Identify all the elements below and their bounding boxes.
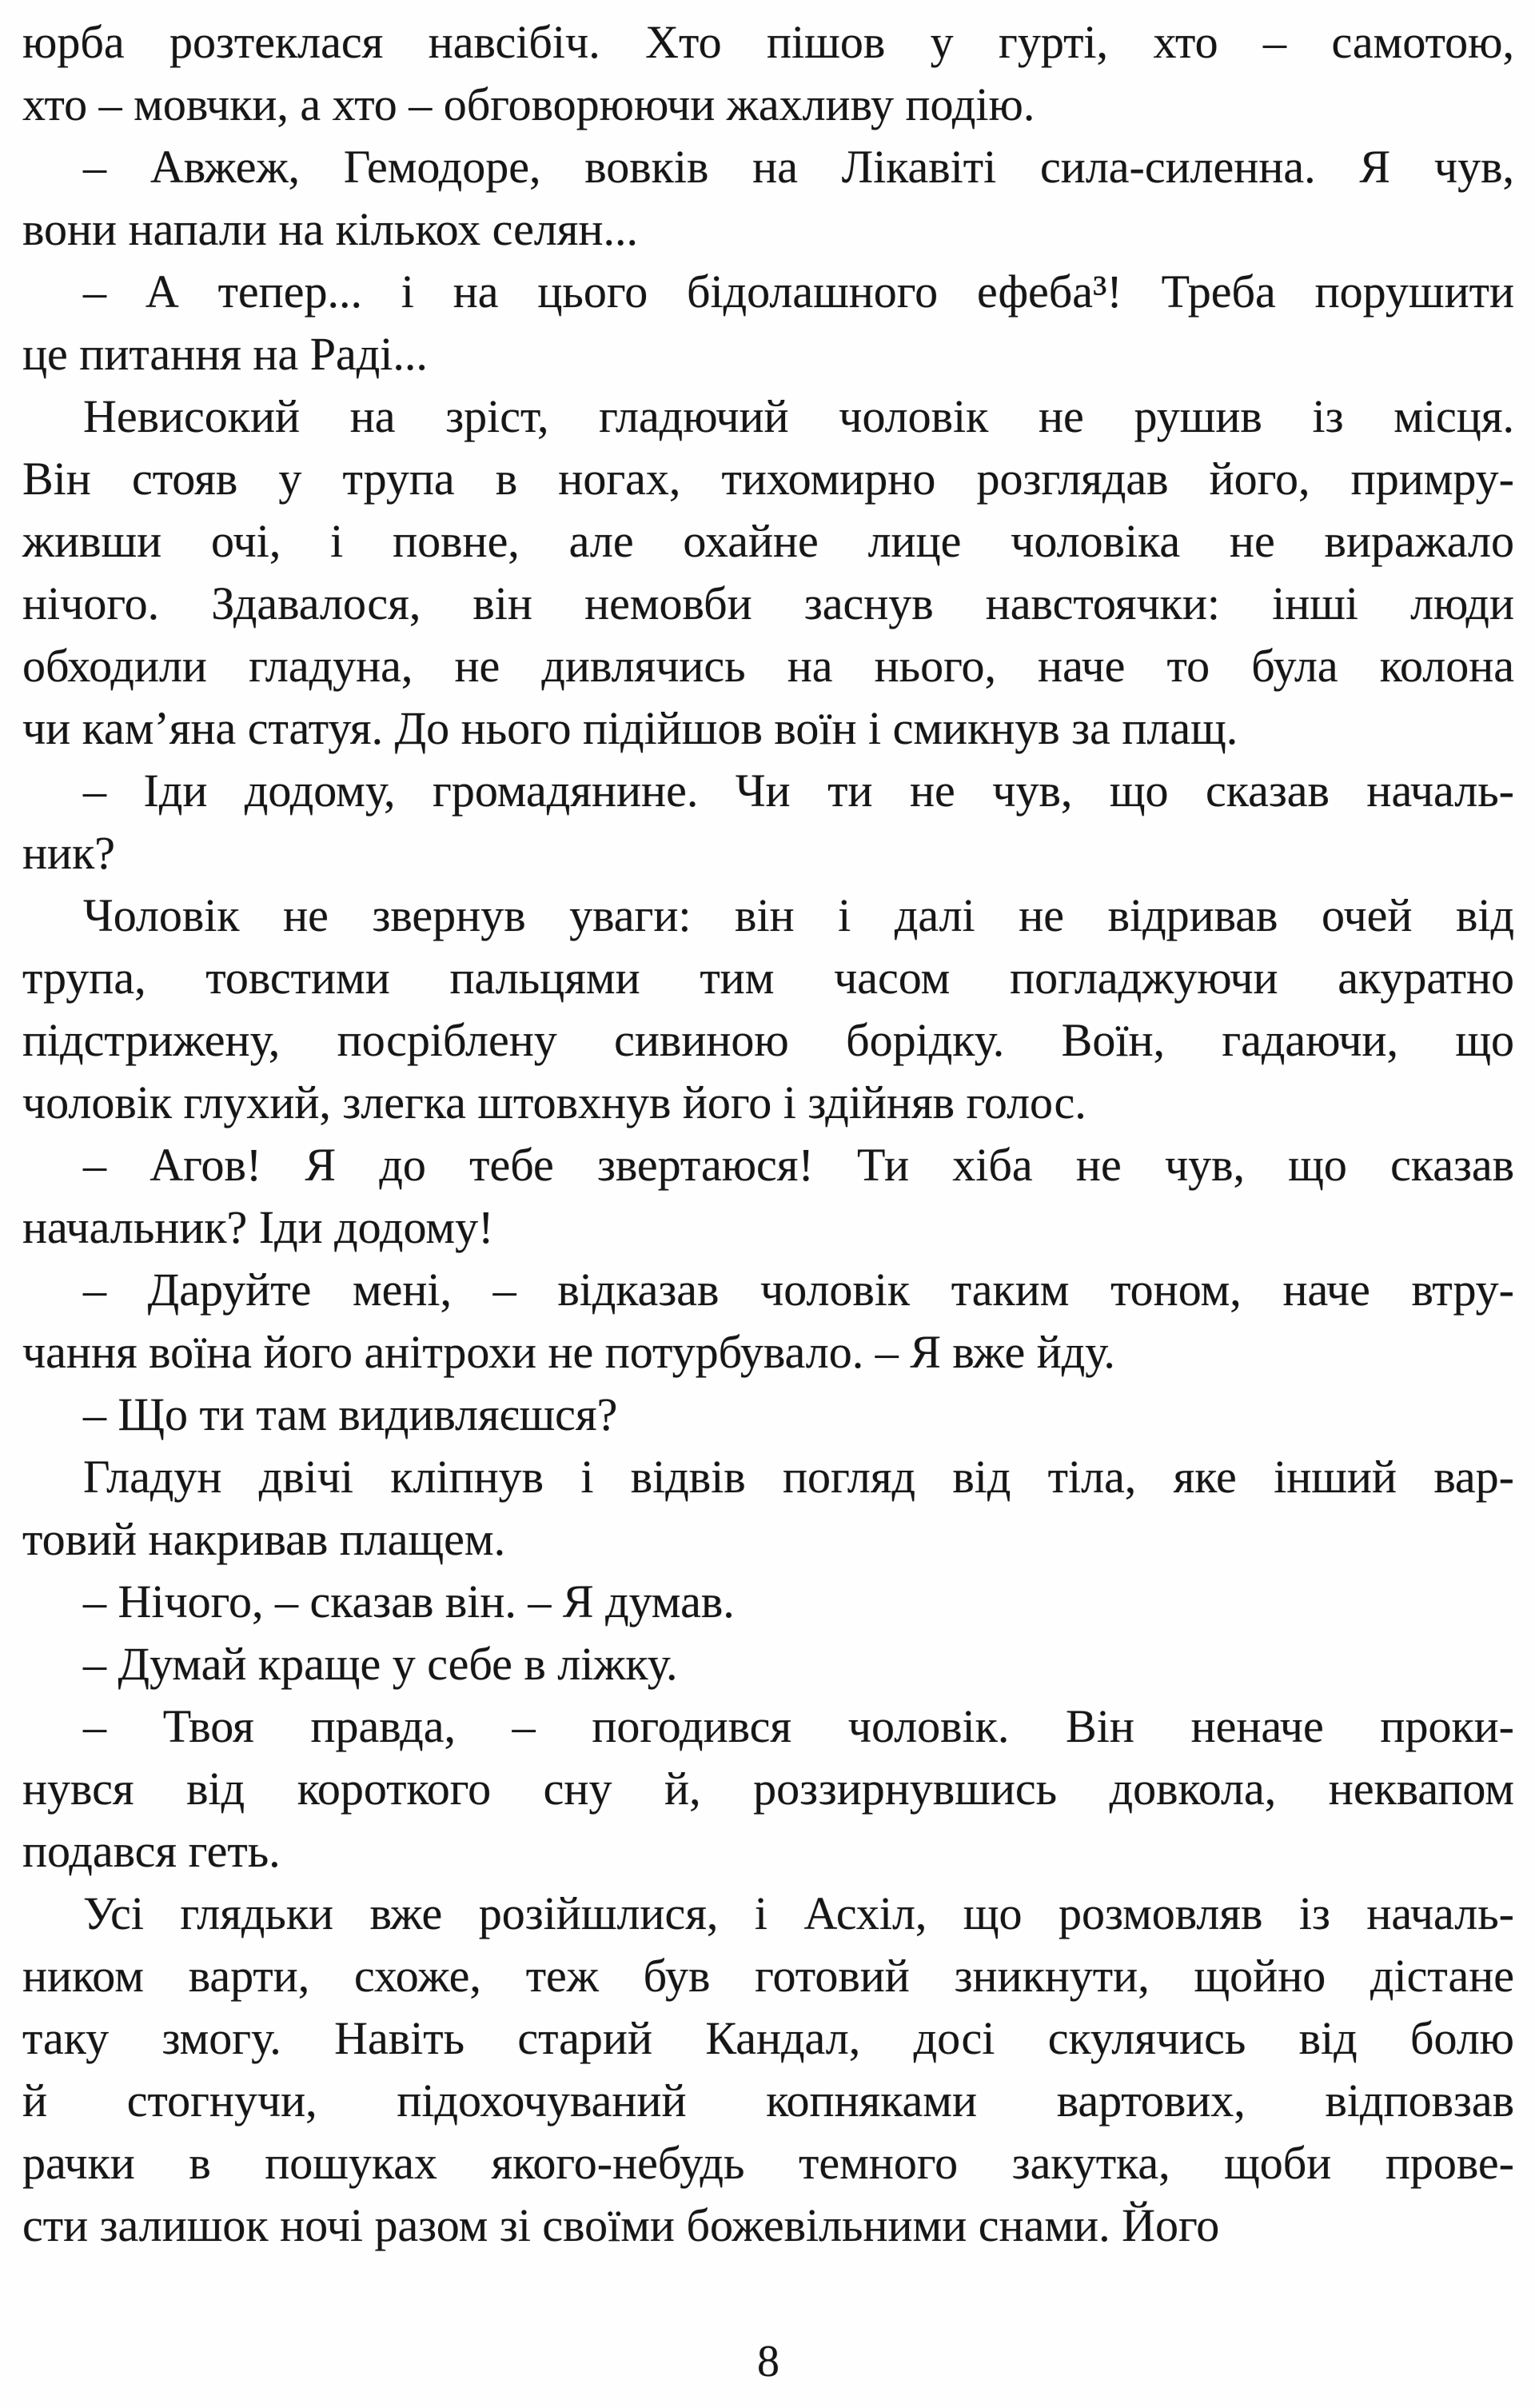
text-line: чи кам’яна статуя. До нього підійшов воїн і смикнув за плащ. (22, 702, 1238, 754)
text-line: юрба розтеклася навсібіч. Хто пішов у гурті, хто – самотою, (22, 16, 1514, 68)
text-line: це питання на Раді... (22, 328, 428, 380)
text-line: нувся від короткого сну й, роззирнувшись довкола, неквапом (22, 1763, 1514, 1815)
page-number: 8 (757, 2337, 779, 2386)
paragraph (22, 11, 1514, 136)
text-line: – Думай краще у себе в ліжку. (83, 1638, 678, 1690)
text-line: товий накривав плащем. (22, 1513, 506, 1565)
text-line: підстрижену, посріблену сивиною борідку. Воїн, гадаючи, що (22, 1014, 1514, 1066)
paragraph (22, 1883, 1514, 2257)
text-line: начальник? Іди додому! (22, 1201, 494, 1253)
text-line: й стогнучи, підохочуваний копняками вартових, відповзав (22, 2075, 1514, 2126)
text-line: чоловік глухий, злегка штовхнув його і здійняв голос. (22, 1076, 1086, 1128)
paragraph (22, 1633, 1514, 1695)
text-line: нічого. Здавалося, він немовби заснув навстоячки: інші люди (22, 577, 1514, 629)
text-line: – А тепер... і на цього бідолашного ефеба³! Треба порушити (83, 266, 1514, 317)
text-line: – Агов! Я до тебе звертаюся! Ти хіба не чув, що сказав (83, 1139, 1514, 1191)
text-line: вони напали на кількох селян... (22, 203, 638, 255)
paragraph (22, 1134, 1514, 1259)
text-line: – Даруйте мені, – відказав чоловік таким тоном, наче втру- (83, 1264, 1514, 1316)
paragraph (22, 1695, 1514, 1883)
paragraph (22, 1446, 1514, 1571)
text-line: подався геть. (22, 1825, 281, 1877)
paragraph (22, 385, 1514, 760)
text-line: Усі глядьки вже розійшлися, і Асхіл, що розмовляв із началь- (83, 1887, 1514, 1939)
text-line: – Авжеж, Гемодоре, вовків на Лікавіті сила-силенна. Я чув, (83, 141, 1514, 193)
paragraph (22, 1384, 1514, 1446)
text-line: – Що ти там видивляєшся? (83, 1388, 618, 1440)
text-line: таку змогу. Навіть старий Кандал, досі скулячись від болю (22, 2012, 1514, 2064)
text-line: сти залишок ночі разом зі своїми божевільними снами. Його (22, 2199, 1220, 2251)
text-line: трупа, товстими пальцями тим часом погладжуючи акуратно (22, 952, 1514, 1004)
paragraph (22, 1259, 1514, 1384)
text-line: чання воїна його анітрохи не потурбувало. – Я вже йду. (22, 1326, 1115, 1378)
page-text (22, 11, 1514, 2257)
paragraph (22, 136, 1514, 261)
text-line: – Іди додому, громадянине. Чи ти не чув, що сказав началь- (83, 765, 1514, 817)
text-line: – Твоя правда, – погодився чоловік. Він неначе проки- (83, 1700, 1514, 1752)
text-line: ником варти, схоже, теж був готовий зникнути, щойно дістане (22, 1950, 1514, 2002)
text-line: – Нічого, – сказав він. – Я думав. (83, 1575, 735, 1627)
paragraph (22, 261, 1514, 385)
paragraph (22, 760, 1514, 885)
text-line: хто – мовчки, а хто – обговорюючи жахливу подію. (22, 78, 1035, 130)
text-line: Гладун двічі кліпнув і відвів погляд від тіла, яке інший вар- (83, 1451, 1514, 1503)
text-line: Чоловік не звернув уваги: він і далі не відривав очей від (83, 889, 1514, 941)
text-line: Невисокий на зріст, гладючий чоловік не рушив із місця. (83, 390, 1514, 442)
text-line: ник? (22, 827, 115, 879)
paragraph (22, 885, 1514, 1134)
paragraph (22, 1571, 1514, 1633)
text-line: живши очі, і повне, але охайне лице чоловіка не виражало (22, 515, 1514, 567)
text-line: Він стояв у трупа в ногах, тихомирно розглядав його, примру- (22, 453, 1514, 505)
text-line: обходили гладуна, не дивлячись на нього, наче то була колона (22, 640, 1514, 692)
text-line: рачки в пошуках якого-небудь темного закутка, щоби прове- (22, 2137, 1514, 2189)
